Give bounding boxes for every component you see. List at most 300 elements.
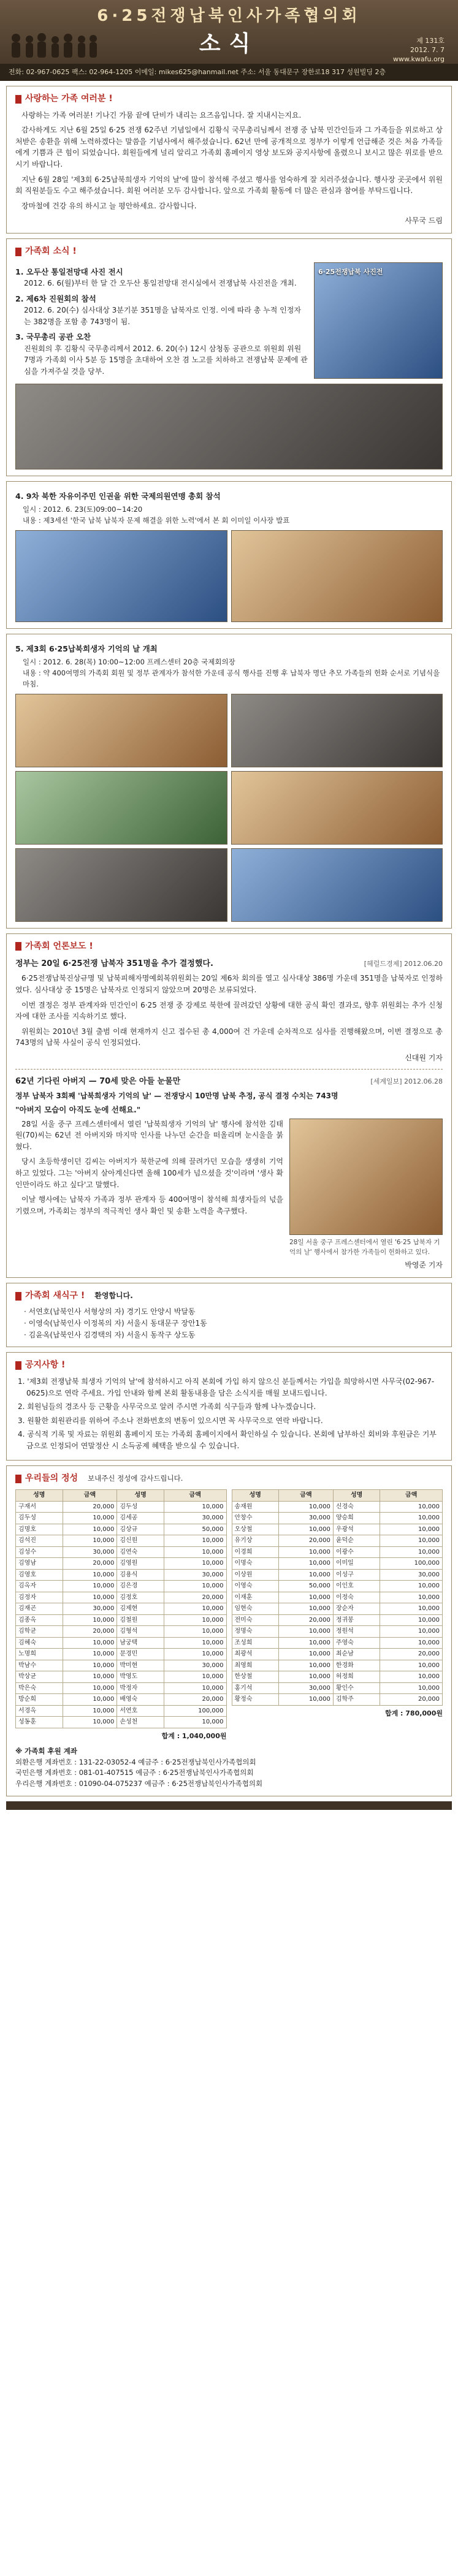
table-row [232, 1682, 443, 1694]
donor-amount-cell: 10,000 [63, 1535, 117, 1547]
table-row [232, 1637, 443, 1649]
donor-name-cell: 이명숙 [232, 1558, 279, 1570]
donor-name-cell: 우광석 [333, 1524, 380, 1535]
table-row [16, 1501, 227, 1513]
article2-headline: 62년 기다린 아버지 — 70세 맞은 아들 눈물만 [15, 1076, 181, 1086]
news-list [15, 262, 308, 379]
news-item-title: 3. 국무총리 공관 오찬 [15, 332, 91, 342]
donor-amount-cell: 30,000 [63, 1603, 117, 1615]
section-marker-icon [15, 95, 21, 104]
table-row [16, 1603, 227, 1615]
donor-amount-cell: 10,000 [63, 1671, 117, 1683]
donor-name-cell: 김두성 [117, 1501, 164, 1513]
table-row [16, 1569, 227, 1581]
event5-date: 일시 : 2012. 6. 28(목) 10:00~12:00 프레스센터 20층 국제회의장 [23, 658, 235, 667]
donor-amount-cell: 10,000 [63, 1581, 117, 1592]
donor-name-cell: 김두성 [16, 1513, 63, 1524]
new-members-title [15, 1290, 443, 1303]
notice-item: 3. 원활한 회원관리를 위하여 주소나 전화번호의 변동이 있으시면 꼭 사무국으로 연락 바랍니다. [18, 1416, 323, 1425]
notice-item: 2. 회원님들의 경조사 등 근황을 사무국으로 알려 주시면 가족회 식구들과 함께 나누겠습니다. [18, 1402, 316, 1411]
donor-name-cell: 김철원 [117, 1614, 164, 1626]
donor-amount-cell: 10,000 [380, 1637, 443, 1649]
donor-table-header: 금액 [380, 1490, 443, 1502]
event5-title: 5. 제3회 6·25납북희생자 기억의 날 개최 [15, 644, 158, 653]
donor-name-cell: 한상철 [232, 1671, 279, 1683]
welcome-text: 환영합니다. [94, 1291, 133, 1301]
donor-name-cell: 정명숙 [232, 1626, 279, 1638]
donors-title-text: 우리들의 정성 [25, 1473, 78, 1484]
donor-name-cell: 김형석 [117, 1626, 164, 1638]
issue-number: 제 131호 [416, 37, 445, 45]
donor-name-cell: 김신원 [117, 1535, 164, 1547]
donor-amount-cell: 30,000 [279, 1513, 334, 1524]
donor-amount-cell: 10,000 [279, 1671, 334, 1683]
donor-amount-cell: 10,000 [380, 1671, 443, 1683]
donor-name-cell: 이경희 [232, 1546, 279, 1558]
donor-name-cell: 황정숙 [232, 1694, 279, 1706]
memorial-photo [15, 694, 227, 767]
donors-title [15, 1472, 443, 1486]
donor-table-body [232, 1501, 443, 1705]
donor-name-cell: 김영남 [16, 1558, 63, 1570]
donor-name-cell: 이미일 [333, 1558, 380, 1570]
donor-amount-cell: 10,000 [279, 1603, 334, 1615]
donor-amount-cell: 10,000 [63, 1569, 117, 1581]
event5-section [6, 634, 452, 929]
donor-amount-cell: 10,000 [63, 1513, 117, 1524]
donor-name-cell: 김종옥 [16, 1614, 63, 1626]
footer-bar [6, 1801, 452, 1810]
donor-amount-cell: 10,000 [279, 1592, 334, 1603]
table-row [232, 1535, 443, 1547]
news-section [6, 238, 452, 476]
notices-title [15, 1359, 443, 1372]
masthead-title: 6·25전쟁납북인사가족협의회 [97, 7, 361, 25]
donor-table-header-row [232, 1490, 443, 1502]
article2-caption: 28일 서울 중구 프레스센터에서 열린 '6·25 납북자 기억의 날' 행사에서 참가한 가족들이 헌화하고 있다. [289, 1238, 440, 1256]
press-section [6, 933, 452, 1278]
donor-name-cell: 최광석 [232, 1649, 279, 1660]
donor-amount-cell: 10,000 [164, 1682, 226, 1694]
account-line: 국민은행 계좌번호 : 081-01-407515 예금주 : 6·25전쟁납북인사가족협의회 [15, 1768, 254, 1777]
article2-paragraph: 당시 초등학생이던 김씨는 아버지가 북한군에 의해 끌려가던 모습을 생생히 기억하고 있었다. 그는 '아버지 살아계신다면 올해 100세가 넘으셨을 것'이라며 '생사 확인만이라도 하고 싶다'고 말했다. [15, 1157, 283, 1189]
donor-amount-cell: 10,000 [164, 1581, 226, 1592]
donor-name-cell: 정귀봉 [333, 1614, 380, 1626]
account-line: 외환은행 계좌번호 : 131-22-03052-4 예금주 : 6·25전쟁납북인사가족협의회 [15, 1757, 256, 1766]
contact-bar: 전화: 02-967-0625 팩스: 02-964-1205 이메일: mikes625@hanmail.net 주소: 서울 동대문구 장한로18 317 성원빌딩 2층 [0, 64, 458, 81]
press-title-text: 가족회 언론보도 ! [25, 941, 93, 951]
donor-name-cell: 이광수 [333, 1546, 380, 1558]
donor-name-cell: 방순희 [16, 1694, 63, 1706]
donor-amount-cell: 30,000 [164, 1569, 226, 1581]
donor-table-right [232, 1489, 443, 1706]
table-row [232, 1513, 443, 1524]
donor-amount-cell: 10,000 [63, 1592, 117, 1603]
article2-lead: 정부 납북자 3회째 '납북희생자 기억의 날' — 전쟁당시 10만명 납북 추정, 공식 결정 수치는 743명 [15, 1091, 338, 1100]
donor-name-cell: 황인수 [333, 1682, 380, 1694]
table-row [16, 1660, 227, 1671]
table-row [16, 1626, 227, 1638]
article2-source: [세계일보] 2012.06.28 [370, 1077, 443, 1085]
donor-amount-cell: 10,000 [279, 1501, 334, 1513]
donor-name-cell: 김상규 [117, 1524, 164, 1535]
new-members-title-text: 가족회 새식구 ! [25, 1290, 85, 1301]
donor-name-cell: 박영도 [117, 1671, 164, 1683]
donor-table-header: 금액 [63, 1490, 117, 1502]
donor-name-cell: 손성천 [117, 1717, 164, 1728]
article2-byline: 박영준 기자 [405, 1261, 443, 1270]
donor-name-cell: 유기상 [232, 1535, 279, 1547]
donor-table-header: 금액 [279, 1490, 334, 1502]
exhibition-photo-label: 6·25전쟁납북 사진전 [318, 267, 383, 276]
article2-paragraph: 28일 서울 중구 프레스센터에서 열린 '납북희생자 기억의 날' 행사에 참석한 김태원(70)씨는 62년 전 아버지와 마지막 인사를 나누던 순간을 떠올리며 눈시울을 붉혔다. [15, 1119, 283, 1151]
article1-byline: 신대원 기자 [405, 1053, 443, 1062]
donor-name-cell: 이인호 [333, 1581, 380, 1592]
donor-name-cell: 김영호 [16, 1569, 63, 1581]
table-row [232, 1694, 443, 1706]
donor-amount-cell: 10,000 [164, 1649, 226, 1660]
donor-name-cell: 이재훈 [232, 1592, 279, 1603]
exhibition-photo [314, 262, 443, 379]
table-row [16, 1513, 227, 1524]
donor-amount-cell: 10,000 [63, 1682, 117, 1694]
donor-name-cell: 서경옥 [16, 1705, 63, 1717]
donor-name-cell: 박정자 [117, 1682, 164, 1694]
donor-name-cell: 김제현 [117, 1603, 164, 1615]
article2-photo [289, 1119, 443, 1235]
donor-name-cell: 김용식 [117, 1569, 164, 1581]
table-row [232, 1524, 443, 1535]
article2-header [15, 1074, 443, 1090]
donor-amount-cell: 20,000 [380, 1694, 443, 1706]
news-item-body: 2012. 6. 6(월)부터 한 달 간 오두산 통일전망대 전시실에서 전쟁납북 사진전을 개최. [24, 279, 297, 288]
donor-amount-cell: 10,000 [164, 1546, 226, 1558]
article2-body [15, 1119, 443, 1258]
table-row [232, 1603, 443, 1615]
donor-amount-cell: 10,000 [380, 1660, 443, 1671]
new-members-section [6, 1283, 452, 1347]
donor-name-cell: 구재서 [16, 1501, 63, 1513]
donor-amount-cell: 10,000 [164, 1535, 226, 1547]
donor-amount-cell: 10,000 [380, 1524, 443, 1535]
donor-amount-cell: 10,000 [63, 1660, 117, 1671]
donors-section [6, 1465, 452, 1796]
donor-table-right-col [232, 1489, 443, 1741]
article1-paragraph: 이번 결정은 정부 관계자와 민간인이 6·25 전쟁 중 강제로 북한에 끌려갔던 상황에 대한 공식 확인 결과로, 향후 위원회는 추가 신청자에 대한 조사를 지속하기로 했다. [15, 1000, 443, 1021]
donor-amount-cell: 100,000 [380, 1558, 443, 1570]
table-row [16, 1694, 227, 1706]
donor-amount-cell: 10,000 [380, 1592, 443, 1603]
donor-name-cell: 양승희 [333, 1513, 380, 1524]
news-item-body: 2012. 6. 20(수) 심사대상 3분기분 351명을 납북자로 인정. 이에 따라 총 누적 인정자는 382명을 포함 총 743명이 됨. [24, 306, 301, 326]
greeting-paragraph: 장마철에 건강 유의 하시고 늘 평안하세요. 감사합니다. [21, 201, 197, 210]
donor-name-cell: 성동훈 [16, 1717, 63, 1728]
donor-name-cell: 전미숙 [232, 1614, 279, 1626]
donor-amount-cell: 10,000 [164, 1637, 226, 1649]
donor-amount-cell: 30,000 [164, 1660, 226, 1671]
donor-amount-cell: 20,000 [380, 1649, 443, 1660]
memorial-photo [15, 848, 227, 922]
donor-amount-cell: 10,000 [63, 1524, 117, 1535]
donor-name-cell: 이정숙 [333, 1592, 380, 1603]
conference-photo [231, 530, 443, 622]
donor-name-cell: 박상균 [16, 1671, 63, 1683]
news-grid [15, 262, 443, 379]
donor-name-cell: 임현숙 [232, 1603, 279, 1615]
donor-name-cell: 주영숙 [333, 1637, 380, 1649]
memorial-photo [15, 771, 227, 845]
section-marker-icon [15, 1292, 21, 1301]
donor-name-cell: 신경숙 [333, 1501, 380, 1513]
donor-amount-cell: 30,000 [164, 1513, 226, 1524]
donor-name-cell: 김재곤 [16, 1603, 63, 1615]
lunch-meeting-photo [15, 384, 443, 469]
table-row [16, 1614, 227, 1626]
article2-quote: "아버지 모습이 아직도 눈에 선해요." [15, 1105, 141, 1115]
donor-amount-cell: 50,000 [164, 1524, 226, 1535]
greeting-paragraph: 사랑하는 가족 여러분! 기나긴 가뭄 끝에 단비가 내리는 요즈음입니다. 잘 지내시는지요. [21, 110, 302, 120]
donor-name-cell: 김학주 [333, 1694, 380, 1706]
event4-section [6, 481, 452, 629]
table-row [16, 1546, 227, 1558]
donor-amount-cell: 10,000 [63, 1614, 117, 1626]
new-member-item: · 이영숙(납북인사 이정복의 자) 서울시 동대문구 장안1동 [24, 1319, 207, 1328]
memorial-photo [231, 771, 443, 845]
donor-amount-cell: 10,000 [380, 1535, 443, 1547]
donor-amount-cell: 10,000 [279, 1626, 334, 1638]
donor-amount-cell: 10,000 [164, 1614, 226, 1626]
donor-name-cell: 서연호 [117, 1705, 164, 1717]
donor-amount-cell: 50,000 [279, 1581, 334, 1592]
article1-paragraph: 6·25전쟁납북진상규명 및 납북피해자명예회복위원회는 20일 제6차 회의를 열고 심사대상 386명 가운데 351명을 납북자로 인정하였다. 심사대상 중 15명은 납북자로 인정되지 않았으며 20명은 보류되었다. [15, 974, 443, 994]
donor-amount-cell: 10,000 [164, 1717, 226, 1728]
donor-total-left: 합계 : 1,040,000원 [161, 1731, 227, 1740]
donor-name-cell: 김석진 [16, 1535, 63, 1547]
event5-content: 내용 : 약 400여명의 가족회 회원 및 정부 관계자가 참석한 가운데 공식 행사를 진행 후 납북자 명단 추모 가족들의 헌화 순서로 기념식을 마침. [23, 668, 440, 688]
donor-table-header: 금액 [164, 1490, 226, 1502]
table-row [16, 1649, 227, 1660]
donor-amount-cell: 10,000 [380, 1614, 443, 1626]
table-row [232, 1626, 443, 1638]
donor-amount-cell: 10,000 [63, 1694, 117, 1706]
donor-amount-cell: 30,000 [380, 1569, 443, 1581]
donor-amount-cell: 20,000 [279, 1614, 334, 1626]
section-marker-icon [15, 1475, 21, 1483]
donor-amount-cell: 10,000 [63, 1637, 117, 1649]
donor-name-cell: 최순남 [333, 1649, 380, 1660]
notices-title-text: 공지사항 ! [25, 1360, 66, 1370]
donor-amount-cell: 10,000 [279, 1694, 334, 1706]
donor-name-cell: 이성구 [333, 1569, 380, 1581]
donor-name-cell: 배영숙 [117, 1694, 164, 1706]
table-row [16, 1592, 227, 1603]
donor-tables [15, 1489, 443, 1741]
greeting-sign: 사무국 드림 [405, 216, 443, 226]
donor-amount-cell: 10,000 [279, 1546, 334, 1558]
donor-name-cell: 홍기석 [232, 1682, 279, 1694]
table-row [16, 1558, 227, 1570]
donor-name-cell: 이상원 [232, 1569, 279, 1581]
donor-amount-cell: 10,000 [380, 1603, 443, 1615]
table-row [232, 1501, 443, 1513]
event5-photos-row2 [15, 771, 443, 845]
donor-name-cell: 윤덕순 [333, 1535, 380, 1547]
donor-table-header: 성명 [232, 1490, 279, 1502]
article1-source: [헤럴드경제] 2012.06.20 [364, 960, 443, 968]
article1-header [15, 957, 443, 973]
table-row [232, 1581, 443, 1592]
news-item-title: 2. 제6차 진원회의 참석 [15, 294, 96, 303]
donor-amount-cell: 20,000 [164, 1694, 226, 1706]
donor-name-cell: 김영원 [117, 1558, 164, 1570]
donor-amount-cell: 10,000 [63, 1649, 117, 1660]
donor-name-cell: 조성희 [232, 1637, 279, 1649]
article1-headline: 정부는 20일 6·25전쟁 납북자 351명을 추가 결정했다. [15, 959, 213, 969]
donor-amount-cell: 10,000 [164, 1558, 226, 1570]
table-row [232, 1546, 443, 1558]
donor-amount-cell: 10,000 [380, 1546, 443, 1558]
notice-item: 4. 공식적 기록 및 자료는 위원회 홈페이지 또는 가족회 홈페이지에서 확인하실 수 있습니다. 본회에 납부하신 회비와 후원금은 기부금으로 인정되어 연말정산 시 소득공제 혜택을 받으실 수 있습니다. [18, 1430, 437, 1450]
donor-amount-cell: 10,000 [164, 1501, 226, 1513]
donor-name-cell: 김명호 [16, 1524, 63, 1535]
donor-amount-cell: 10,000 [164, 1671, 226, 1683]
donor-amount-cell: 10,000 [380, 1626, 443, 1638]
donor-amount-cell: 10,000 [279, 1660, 334, 1671]
donor-amount-cell: 10,000 [380, 1682, 443, 1694]
table-row [232, 1671, 443, 1683]
donor-name-cell: 정원석 [333, 1626, 380, 1638]
news-title-text: 가족회 소식 ! [25, 246, 77, 257]
donor-name-cell: 노명희 [16, 1649, 63, 1660]
section-marker-icon [15, 1361, 21, 1370]
donor-name-cell: 안창수 [232, 1513, 279, 1524]
event5-photos-row1 [15, 694, 443, 767]
donor-name-cell: 한경화 [333, 1660, 380, 1671]
donor-amount-cell: 30,000 [63, 1546, 117, 1558]
table-row [232, 1569, 443, 1581]
press-divider [15, 1069, 443, 1070]
donor-table-left [15, 1489, 227, 1728]
table-row [232, 1592, 443, 1603]
donor-name-cell: 오상철 [232, 1524, 279, 1535]
table-row [16, 1637, 227, 1649]
article2-figure [289, 1119, 443, 1258]
donor-amount-cell: 10,000 [380, 1501, 443, 1513]
event4-photos [15, 530, 443, 622]
account-title: ※ 가족회 후원 계좌 [15, 1746, 77, 1755]
donor-name-cell: 장순자 [333, 1603, 380, 1615]
donor-name-cell: 허정희 [333, 1671, 380, 1683]
issue-date: 2012. 7. 7 [410, 45, 445, 54]
donor-amount-cell: 10,000 [279, 1524, 334, 1535]
donor-amount-cell: 10,000 [63, 1705, 117, 1717]
press-title [15, 940, 443, 954]
greeting-section [6, 86, 452, 234]
article1-paragraph: 위원회는 2010년 3월 출범 이래 현재까지 신고 접수된 총 4,000여 건 가운데 순차적으로 심사를 진행해왔으며, 이번 결정으로 총 743명의 납북 사실이 공식 인정되었다. [15, 1027, 443, 1047]
table-row [16, 1524, 227, 1535]
donor-table-header: 성명 [117, 1490, 164, 1502]
donor-name-cell: 김정호 [117, 1592, 164, 1603]
donor-amount-cell: 10,000 [380, 1581, 443, 1592]
donor-amount-cell: 20,000 [279, 1535, 334, 1547]
new-member-item: · 서연호(납북인사 서형상의 자) 경기도 안양시 박달동 [24, 1307, 196, 1316]
memorial-photo [231, 694, 443, 767]
table-row [16, 1717, 227, 1728]
event4-content: 내용 : 제3세션 '한국 납북 납북자 문제 해결을 위한 노력'에서 본 회 이미일 이사장 발표 [23, 515, 290, 525]
table-row [232, 1614, 443, 1626]
article2-text [15, 1119, 283, 1258]
donor-name-cell: 박은숙 [16, 1682, 63, 1694]
table-row [232, 1558, 443, 1570]
news-item-body: 진원회의 후 김황식 국무총리께서 2012. 6. 20(수) 12시 삼청동 공관으로 위원회 위원 7명과 가족회 이사 5분 등 15명을 초대하여 오찬 겸 노고를 치하하고 전쟁납북 문제에 관심을 가져주실 것을 당부. [24, 344, 308, 376]
donor-amount-cell: 100,000 [164, 1705, 226, 1717]
masthead-subtitle: 소식 [199, 31, 259, 56]
notices-section [6, 1352, 452, 1461]
table-row [232, 1649, 443, 1660]
table-row [16, 1682, 227, 1694]
donor-name-cell: 김은경 [117, 1581, 164, 1592]
donor-amount-cell: 10,000 [164, 1603, 226, 1615]
greeting-title [15, 93, 443, 106]
donor-amount-cell: 10,000 [279, 1637, 334, 1649]
donor-name-cell: 김학균 [16, 1626, 63, 1638]
table-row [16, 1671, 227, 1683]
issue-info [393, 37, 445, 64]
event4-title: 4. 9차 북한 자유이주민 인권을 위한 국제의원연맹 총회 참석 [15, 491, 221, 501]
donor-name-cell: 김연숙 [117, 1546, 164, 1558]
donor-name-cell: 이영숙 [232, 1581, 279, 1592]
donor-name-cell: 김혜숙 [16, 1637, 63, 1649]
donor-amount-cell: 10,000 [164, 1626, 226, 1638]
donor-name-cell: 김성수 [16, 1546, 63, 1558]
event4-date: 일시 : 2012. 6. 23(토)09:00~14:20 [23, 505, 143, 514]
donor-total-right: 합계 : 780,000원 [384, 1709, 443, 1717]
donor-amount-cell: 10,000 [380, 1513, 443, 1524]
donor-amount-cell: 10,000 [279, 1569, 334, 1581]
section-marker-icon [15, 942, 21, 951]
donor-name-cell: 박미현 [117, 1660, 164, 1671]
donor-amount-cell: 10,000 [279, 1649, 334, 1660]
donor-name-cell: 남궁택 [117, 1637, 164, 1649]
donor-table-header-row [16, 1490, 227, 1502]
masthead [0, 0, 458, 81]
table-row [16, 1705, 227, 1717]
donor-amount-cell: 30,000 [279, 1682, 334, 1694]
donor-name-cell: 김옥자 [16, 1581, 63, 1592]
donor-name-cell: 문경민 [117, 1649, 164, 1660]
greeting-title-text: 사랑하는 가족 여러분 ! [25, 94, 113, 104]
news-title [15, 245, 443, 259]
account-box [15, 1746, 443, 1790]
notice-item: 1. '제3회 전쟁납북 희생자 기억의 날'에 참석하시고 아직 본회에 가입 하지 않으신 분들께서는 가입을 희망하시면 사무국(02-967-0625)으로 연락 주세요. 가입 안내와 함께 본회 활동내용을 담은 소식지를 매월 보내드립니다. [18, 1377, 435, 1397]
donor-name-cell: 김세공 [117, 1513, 164, 1524]
website-link[interactable]: www.kwafu.org [393, 55, 445, 63]
conference-photo [15, 530, 227, 622]
donor-name-cell: 김정자 [16, 1592, 63, 1603]
donor-amount-cell: 20,000 [63, 1501, 117, 1513]
new-member-item: · 김윤옥(납북인사 김경택의 자) 서울시 동작구 상도동 [24, 1330, 196, 1339]
donor-name-cell: 송재원 [232, 1501, 279, 1513]
donor-table-left-col [15, 1489, 227, 1741]
section-marker-icon [15, 248, 21, 256]
donor-table-header: 성명 [16, 1490, 63, 1502]
donor-amount-cell: 10,000 [279, 1558, 334, 1570]
account-line: 우리은행 계좌번호 : 01090-04-075237 예금주 : 6·25전쟁납북인사가족협의회 [15, 1779, 263, 1788]
donor-table-body [16, 1501, 227, 1728]
donor-table-header: 성명 [333, 1490, 380, 1502]
event5-photos-row3 [15, 848, 443, 922]
donor-amount-cell: 20,000 [63, 1558, 117, 1570]
